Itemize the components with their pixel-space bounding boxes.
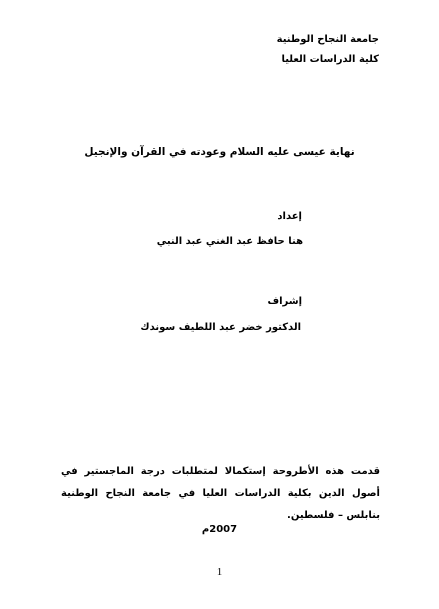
year: 2007م [201, 524, 238, 535]
university-name: جامعة النجاح الوطنية [276, 34, 379, 45]
preparation-label: إعداد [277, 211, 302, 222]
supervision-label: إشراف [267, 296, 302, 307]
author-name: هنا حافظ عبد الغني عبد النبي [156, 236, 303, 247]
supervisor-name: الدكتور خضر عبد اللطيف سوندك [140, 322, 301, 333]
submission-statement: قدمت هذه الأطروحة إستكمالا لمتطلبات درجة الماجستير في أصول الدين بكلية الدراسات العليا في جامعة النجاح الوطنية بنابلس – فلسطين. [61, 466, 380, 521]
thesis-title: نهاية عيسى عليه السلام وعودته في القرآن والإنجيل [84, 146, 355, 158]
faculty-name: كلية الدراسات العليا [281, 54, 379, 65]
page-number: 1 [216, 566, 223, 578]
